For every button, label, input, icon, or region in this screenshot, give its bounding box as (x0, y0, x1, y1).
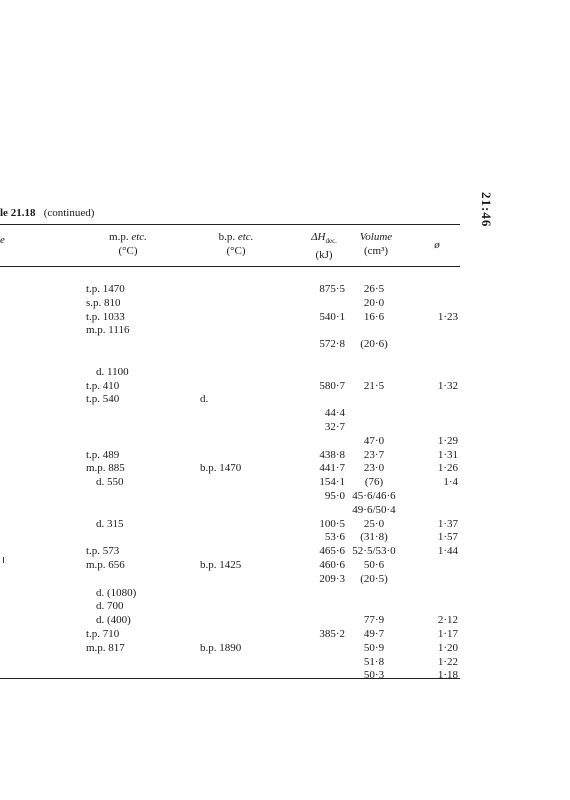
bottom-rule (0, 678, 460, 679)
cell-dh: 154·1 (319, 476, 345, 489)
cell-bp: d. (200, 393, 209, 406)
cell-volume: 50·9 (363, 641, 385, 654)
cell-dh: 540·1 (319, 310, 345, 323)
cell-volume: (76) (364, 476, 384, 489)
cell-phi: 1·44 (437, 545, 458, 558)
cell-volume: 47·0 (363, 434, 385, 447)
cell-mp: t.p. 573 (86, 545, 120, 558)
cell-volume: 21·5 (363, 379, 385, 392)
cell-volume: 45·6/46·6 (352, 490, 396, 502)
cell-mp: s.p. 810 (86, 296, 121, 309)
cell-volume: 50·6 (363, 559, 385, 571)
cell-dh: 580·7 (319, 379, 345, 392)
cell-phi: 1·22 (437, 655, 458, 668)
cell-mp: t.p. 1033 (86, 310, 125, 323)
cell-dh: 441·7 (319, 462, 345, 475)
cell-volume: 49·6/50·4 (352, 503, 396, 516)
cell-bp: b.p. 1425 (200, 559, 242, 571)
top-rule (0, 224, 460, 225)
cell-phi: 1·18 (437, 669, 458, 682)
cell-dh: 44·4 (324, 407, 345, 420)
table-number: le 21.18 (0, 207, 36, 219)
cell-mp: t.p. 410 (86, 379, 120, 392)
cell-mp: t.p. 489 (86, 448, 120, 461)
cell-volume: 49·7 (363, 628, 385, 640)
cell-dh: 385·2 (319, 628, 345, 640)
cell-dh: 209·3 (319, 572, 345, 585)
cell-dh: 438·8 (319, 448, 345, 461)
cell-volume: 23·0 (363, 462, 385, 475)
cell-mp: m.p. 885 (86, 462, 125, 475)
header-phi: ø (434, 239, 440, 251)
cell-phi: 1·29 (437, 434, 458, 447)
cell-mp: t.p. 540 (86, 393, 120, 406)
cell-phi: 1·4 (443, 476, 458, 489)
header-rule (0, 266, 460, 267)
cell-phi: 1·57 (437, 531, 458, 544)
cell-volume: 26·5 (363, 283, 385, 295)
cell-volume: (31·8) (360, 531, 388, 544)
header-bp: b.p. etc. (°C) (218, 231, 254, 257)
margin-tick-mark (3, 557, 4, 563)
cell-volume: 20·0 (363, 296, 385, 309)
cell-mp: m.p. 817 (86, 641, 125, 654)
cell-volume: (20·5) (360, 572, 388, 585)
cell-volume: 23·7 (363, 448, 385, 461)
cell-phi: 1·37 (437, 517, 458, 530)
cell-dh: 100·5 (319, 517, 345, 530)
cell-dh: 875·5 (319, 283, 345, 295)
cell-mp: t.p. 710 (86, 628, 120, 640)
cell-phi: 1·23 (437, 310, 458, 323)
cell-phi: 2·12 (437, 614, 458, 627)
cell-mp: d. 315 (96, 517, 124, 530)
cell-bp: b.p. 1470 (200, 462, 242, 475)
cell-mp: d. 1100 (96, 365, 129, 378)
cell-mp: d. (1080) (96, 586, 137, 599)
header-col0: e (0, 234, 5, 246)
cell-mp: d. 700 (96, 600, 124, 613)
table-caption (0, 207, 94, 219)
cell-dh: 465·6 (319, 545, 345, 558)
cell-mp: d. (400) (96, 614, 131, 627)
cell-volume: 25·0 (363, 517, 385, 530)
cell-phi: 1·17 (437, 628, 458, 640)
cell-volume: (20·6) (360, 338, 388, 351)
page-marker: 21:46 (479, 192, 494, 228)
header-mp: m.p. etc. (°C) (109, 231, 147, 257)
cell-dh: 460·6 (319, 559, 345, 571)
cell-volume: 50·3 (363, 669, 385, 682)
cell-mp: m.p. 656 (86, 559, 125, 571)
header-volume: Volume (cm³) (359, 231, 393, 257)
cell-volume: 16·6 (363, 310, 385, 323)
cell-dh: 95·0 (324, 490, 345, 502)
cell-dh: 32·7 (324, 421, 345, 433)
cell-phi: 1·26 (437, 462, 458, 475)
cell-mp: m.p. 1116 (86, 324, 130, 337)
cell-bp: b.p. 1890 (200, 641, 242, 654)
cell-phi: 1·20 (437, 641, 458, 654)
header-dh: $\Delta H_{dec.}$ (kJ) (311, 231, 337, 262)
cell-mp: t.p. 1470 (86, 283, 125, 295)
cell-phi: 1·31 (437, 448, 458, 461)
table-caption-suffix: (continued) (43, 207, 95, 219)
cell-mp: d. 550 (96, 476, 124, 489)
cell-phi: 1·32 (437, 379, 458, 392)
cell-dh: 53·6 (324, 531, 345, 544)
cell-volume: 77·9 (363, 614, 385, 627)
cell-dh: 572·8 (319, 338, 345, 351)
cell-volume: 52·5/53·0 (352, 545, 396, 558)
cell-volume: 51·8 (363, 655, 385, 668)
